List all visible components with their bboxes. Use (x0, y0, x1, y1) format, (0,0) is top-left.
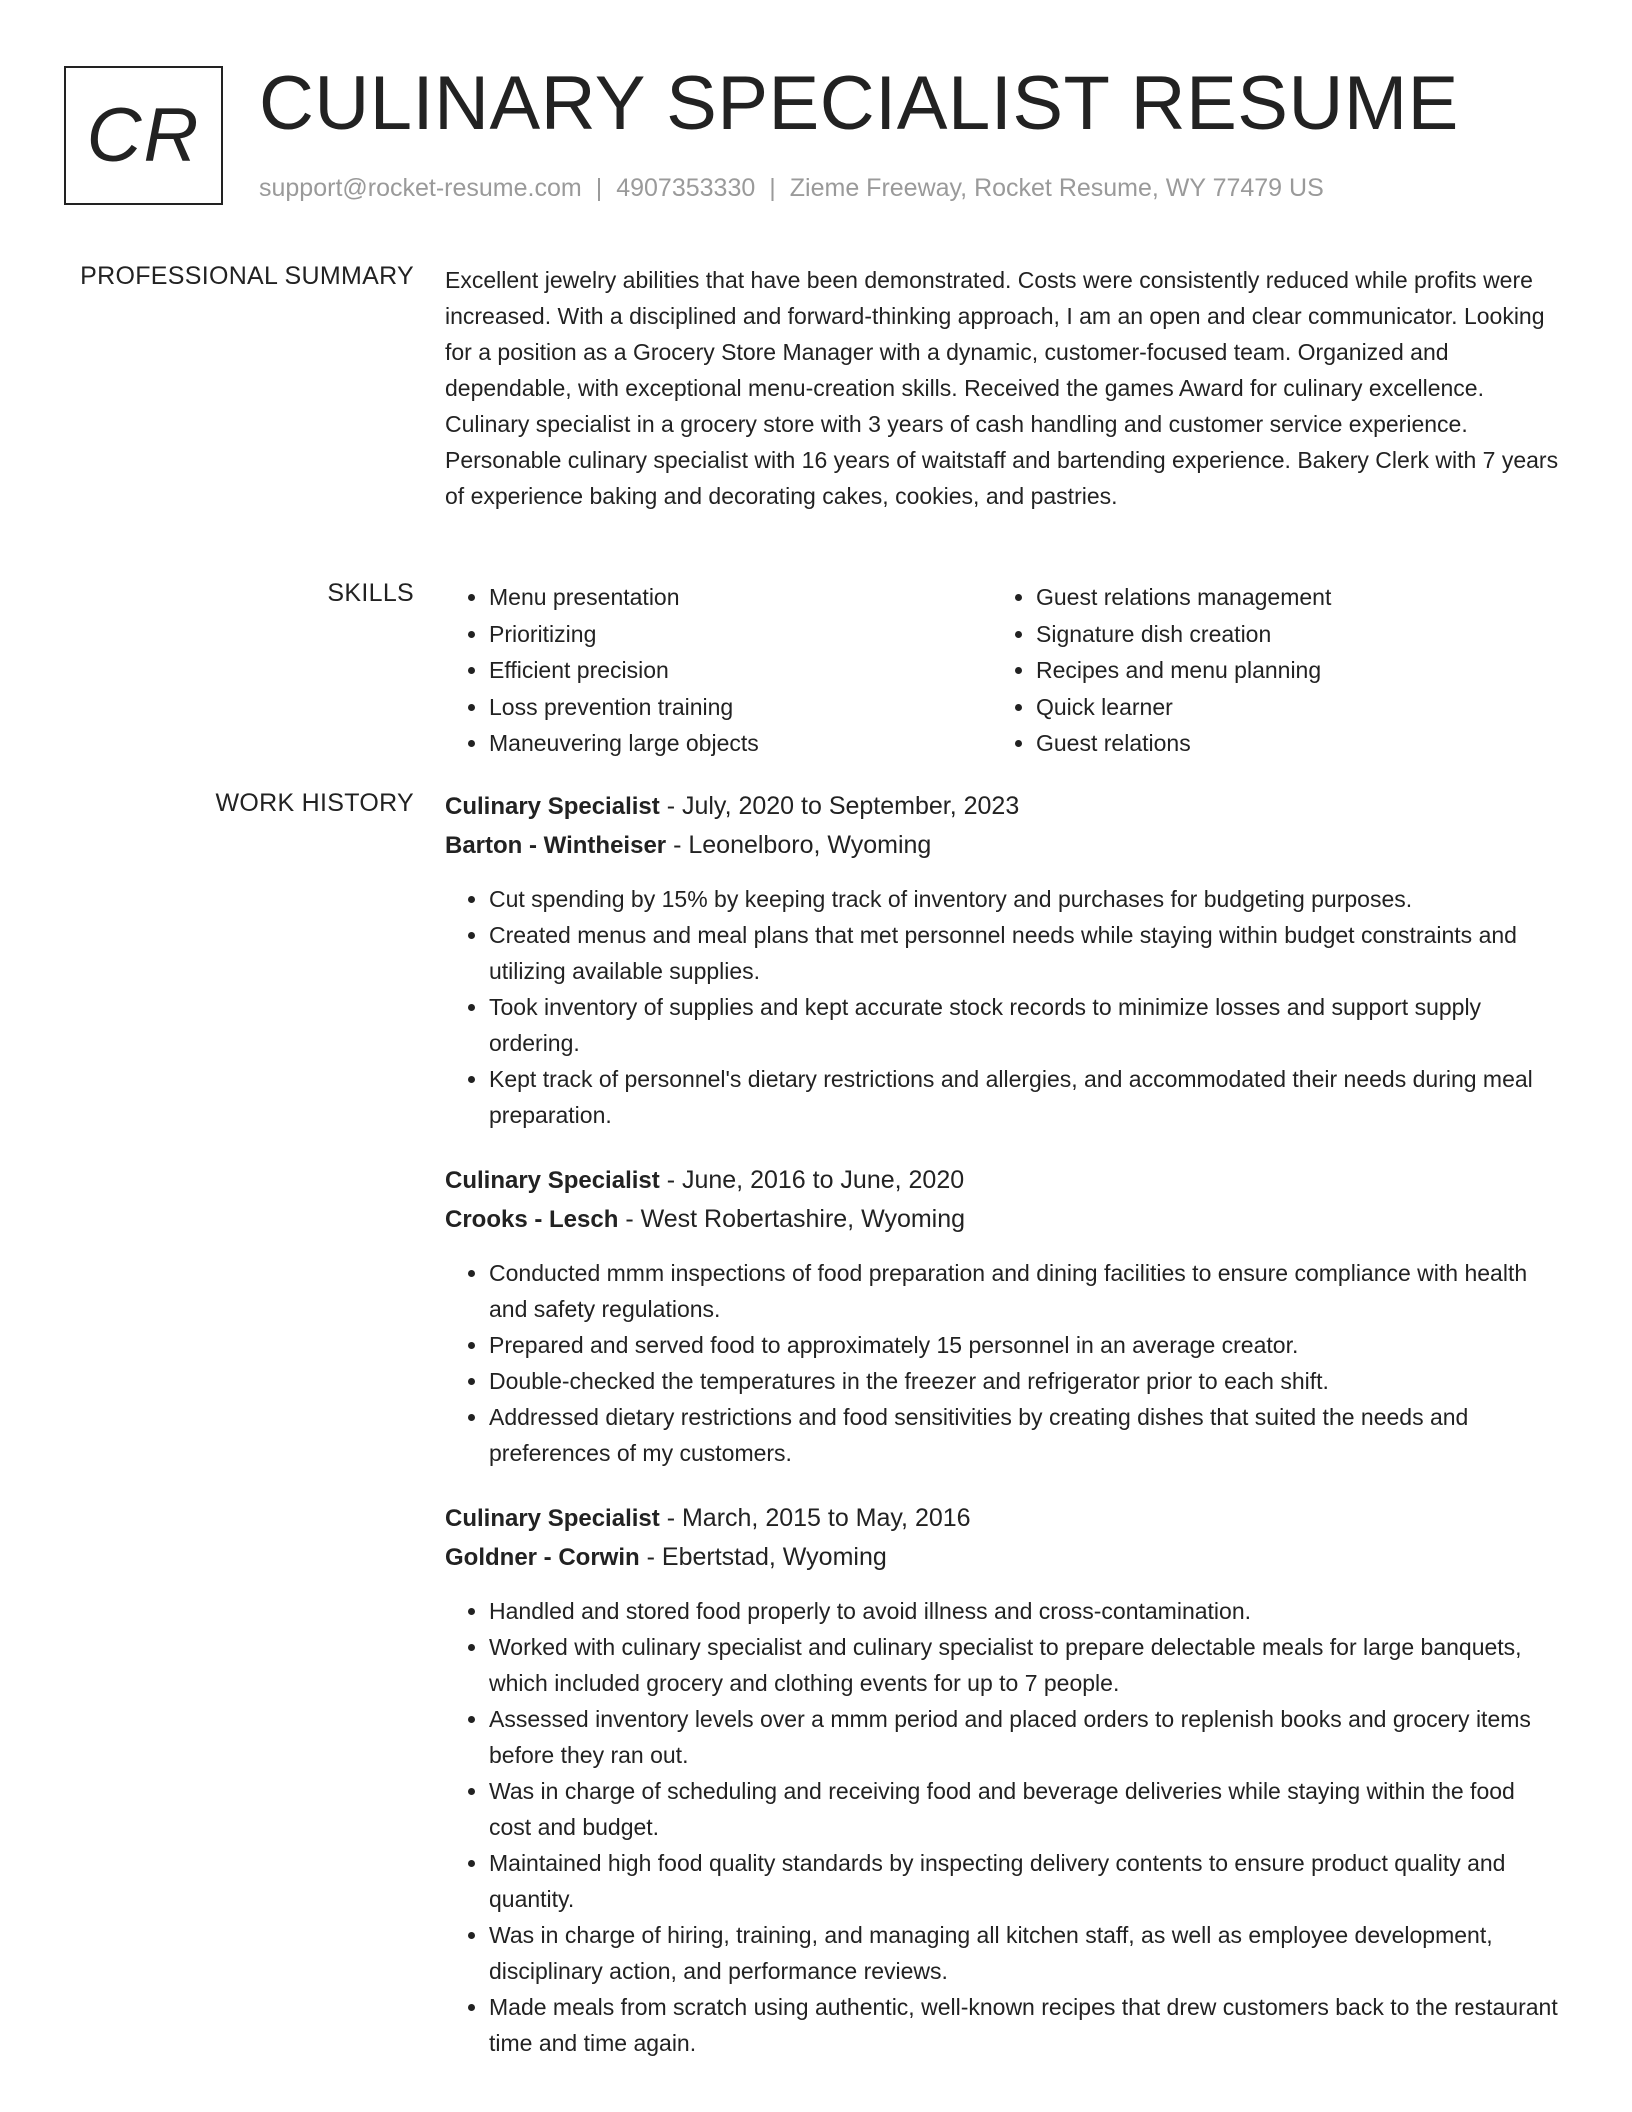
skills-list (445, 579, 1560, 762)
skills-body (445, 579, 1560, 762)
job-bullet: • Prepared and served food to approximately 15 personnel in an average creator. (489, 1327, 1560, 1363)
job-entry (445, 787, 1560, 1133)
skills-column-right (992, 579, 1539, 762)
work-history-body (445, 787, 1560, 2089)
job-entry (445, 1499, 1560, 2061)
contact-address: Zieme Freeway, Rocket Resume, WY 77479 US (789, 174, 1324, 202)
job-bullet: • Created menus and meal plans that met personnel needs while staying within budget constraints and utilizing available supplies. (489, 917, 1560, 989)
skill-item: • Efficient precision (489, 652, 992, 689)
contact-line (259, 174, 1324, 203)
resume-title: CULINARY SPECIALIST RESUME (259, 61, 1459, 146)
job-bullet: • Worked with culinary specialist and culinary specialist to prepare delectable meals for large banquets, which included grocery and clothing events for up to 7 people. (489, 1629, 1560, 1701)
job-company-line (445, 826, 1560, 865)
job-bullet: • Assessed inventory levels over a mmm period and placed orders to replenish books and grocery items before they ran out. (489, 1701, 1560, 1773)
job-entry (445, 1161, 1560, 1471)
job-bullets (445, 881, 1560, 1133)
contact-email: support@rocket-resume.com (259, 174, 582, 202)
job-bullet: • Made meals from scratch using authentic, well-known recipes that drew customers back to the restaurant time and time again. (489, 1989, 1560, 2061)
job-company-line (445, 1538, 1560, 1577)
skill-item: • Maneuvering large objects (489, 725, 992, 762)
job-bullet: • Kept track of personnel's dietary restrictions and allergies, and accommodated their needs during meal preparation. (489, 1061, 1560, 1133)
job-bullet: • Conducted mmm inspections of food preparation and dining facilities to ensure compliance with health and safety regulations. (489, 1255, 1560, 1327)
skill-item: • Guest relations (1036, 725, 1539, 762)
job-title-line (445, 787, 1560, 826)
job-dates: - March, 2015 to May, 2016 (659, 1504, 971, 1532)
job-title-line (445, 1161, 1560, 1200)
job-title: Culinary Specialist (445, 1167, 660, 1194)
job-bullet: • Addressed dietary restrictions and food sensitivities by creating dishes that suited the needs and preferences of my customers. (489, 1399, 1560, 1471)
job-bullet: • Was in charge of hiring, training, and managing all kitchen staff, as well as employee development, disciplinary action, and performance reviews. (489, 1917, 1560, 1989)
job-bullet: • Double-checked the temperatures in the freezer and refrigerator prior to each shift. (489, 1363, 1560, 1399)
job-dates: - June, 2016 to June, 2020 (659, 1166, 965, 1194)
job-dates: - July, 2020 to September, 2023 (659, 792, 1020, 820)
job-bullet: • Was in charge of scheduling and receiving food and beverage deliveries while staying within the food cost and budget. (489, 1773, 1560, 1845)
contact-phone: 4907353330 (616, 174, 756, 202)
summary-text: Excellent jewelry abilities that have been demonstrated. Costs were consistently reduced while profits were increased. With a disciplined and forward-thinking approach, I am an open and clear communicator. Looking for a position as a Grocery Store Manager with a dynamic, customer-focused team. Organized and dependable, with exceptional menu-creation skills. Received the games Award for culinary excellence. Culinary specialist in a grocery store with 3 years of cash handling and customer service experience. Personable culinary specialist with 16 years of waitstaff and bartending experience. Bakery Clerk with 7 years of experience baking and decorating cakes, cookies, and pastries. (445, 267, 1559, 509)
skill-item: • Recipes and menu planning (1036, 652, 1539, 689)
skill-item: • Loss prevention training (489, 689, 992, 726)
job-title: Culinary Specialist (445, 1505, 660, 1532)
monogram-logo: CR (64, 66, 223, 205)
skill-item: • Quick learner (1036, 689, 1539, 726)
job-location: - Ebertstad, Wyoming (639, 1543, 887, 1571)
job-title: Culinary Specialist (445, 793, 660, 820)
job-bullet: • Cut spending by 15% by keeping track of inventory and purchases for budgeting purposes. (489, 881, 1560, 917)
job-company: Goldner - Corwin (445, 1544, 640, 1571)
job-company: Crooks - Lesch (445, 1206, 619, 1233)
job-bullets (445, 1593, 1560, 2061)
skill-item: • Menu presentation (489, 579, 992, 616)
resume-header (64, 61, 1564, 208)
job-location: - West Robertashire, Wyoming (618, 1205, 966, 1233)
section-label-summary: PROFESSIONAL SUMMARY (80, 262, 414, 290)
skill-item: • Prioritizing (489, 616, 992, 653)
job-title-line (445, 1499, 1560, 1538)
contact-separator: | (595, 174, 603, 202)
section-label-skills: SKILLS (327, 579, 414, 607)
job-bullet: • Maintained high food quality standards by inspecting delivery contents to ensure product quality and quantity. (489, 1845, 1560, 1917)
skills-column-left (445, 579, 992, 762)
job-bullet: • Handled and stored food properly to avoid illness and cross-contamination. (489, 1593, 1560, 1629)
job-bullets (445, 1255, 1560, 1471)
job-location: - Leonelboro, Wyoming (666, 831, 932, 859)
job-company-line (445, 1200, 1560, 1239)
skill-item: • Guest relations management (1036, 579, 1539, 616)
section-label-work-history: WORK HISTORY (215, 789, 414, 817)
job-bullet: • Took inventory of supplies and kept accurate stock records to minimize losses and support supply ordering. (489, 989, 1560, 1061)
summary-body (445, 262, 1560, 514)
job-company: Barton - Wintheiser (445, 832, 667, 859)
skill-item: • Signature dish creation (1036, 616, 1539, 653)
contact-separator: | (769, 174, 776, 202)
